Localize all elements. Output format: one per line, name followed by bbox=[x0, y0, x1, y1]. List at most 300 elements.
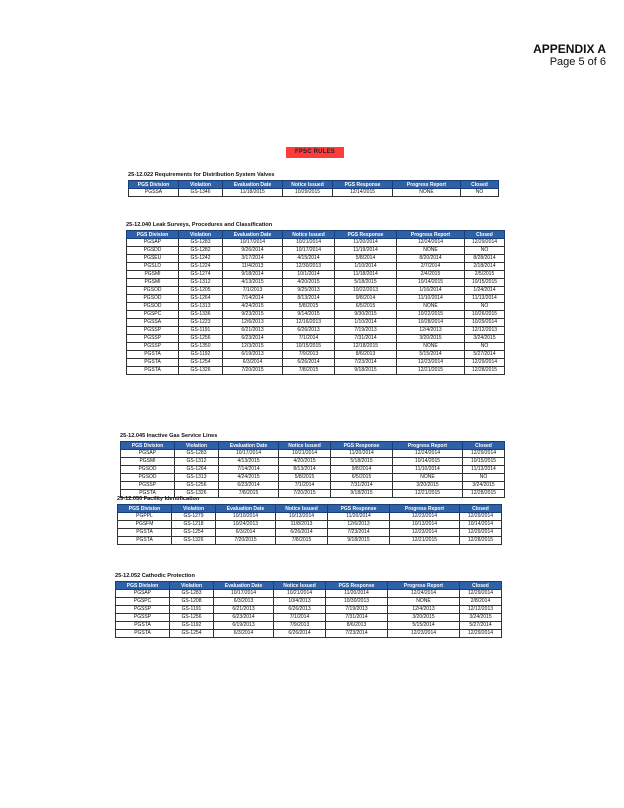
table-row bbox=[127, 319, 505, 327]
cell-evaluation-date: 6/23/2014 bbox=[223, 335, 283, 343]
appendix-header bbox=[533, 42, 606, 69]
cell-notice-issued: 6/26/2014 bbox=[283, 359, 335, 367]
cell-closed: 3/24/2015 bbox=[460, 614, 502, 622]
cell-pgs-response: 7/23/2014 bbox=[328, 529, 390, 537]
cell-pgs-response: 7/23/2014 bbox=[326, 630, 388, 638]
cell-progress-report: 2/7/2014 bbox=[397, 263, 465, 271]
cell-division: PGSSP bbox=[116, 606, 170, 614]
column-header-pgs-response: PGS Response bbox=[328, 505, 390, 513]
cell-notice-issued: 6/26/2014 bbox=[274, 630, 326, 638]
column-header-division: PGS Division bbox=[116, 582, 170, 590]
violations-table bbox=[115, 581, 502, 638]
cell-evaluation-date: 4/24/2015 bbox=[219, 474, 279, 482]
cell-violation: GS-1326 bbox=[172, 537, 216, 545]
cell-notice-issued: 6/26/2014 bbox=[276, 529, 328, 537]
cell-evaluation-date: 10/17/2014 bbox=[219, 450, 279, 458]
cell-pgs-response: 8/6/2013 bbox=[335, 351, 397, 359]
column-header-pgs-response: PGS Response bbox=[331, 442, 393, 450]
cell-progress-report: 12/4/2013 bbox=[388, 606, 460, 614]
cell-closed: 12/28/2015 bbox=[465, 367, 505, 375]
cell-notice-issued: 4/20/2015 bbox=[279, 458, 331, 466]
cell-pgs-response: 9/18/2015 bbox=[331, 490, 393, 498]
cell-pgs-response: 10/22/2013 bbox=[335, 287, 397, 295]
cell-pgs-response: 9/30/2015 bbox=[335, 311, 397, 319]
cell-progress-report: 10/13/2014 bbox=[390, 521, 460, 529]
cell-progress-report: 11/10/2014 bbox=[397, 295, 465, 303]
cell-pgs-response: 7/31/2014 bbox=[331, 482, 393, 490]
cell-closed: 1/24/2014 bbox=[465, 287, 505, 295]
cell-pgs-response: 11/20/2014 bbox=[335, 239, 397, 247]
cell-closed: 12/29/2014 bbox=[465, 239, 505, 247]
cell-evaluation-date: 10/17/2014 bbox=[214, 590, 274, 598]
column-header-notice-issued: Notice Issued bbox=[279, 442, 331, 450]
cell-closed: 8/28/2014 bbox=[465, 255, 505, 263]
table-row bbox=[116, 614, 502, 622]
cell-violation: GS-1218 bbox=[172, 521, 216, 529]
cell-violation: GS-1313 bbox=[179, 303, 223, 311]
cell-pgs-response: 12/14/2015 bbox=[333, 189, 393, 197]
column-header-evaluation-date: Evaluation Date bbox=[223, 231, 283, 239]
cell-progress-report: 12/21/2015 bbox=[397, 367, 465, 375]
column-header-pgs-response: PGS Response bbox=[335, 231, 397, 239]
cell-division: PGSSP bbox=[127, 335, 179, 343]
cell-pgs-response: 11/20/2014 bbox=[328, 513, 390, 521]
column-header-evaluation-date: Evaluation Date bbox=[219, 442, 279, 450]
cell-evaluation-date: 6/19/2013 bbox=[214, 622, 274, 630]
cell-closed: 12/28/2015 bbox=[463, 490, 505, 498]
cell-pgs-response: 10/30/2013 bbox=[326, 598, 388, 606]
cell-violation: GS-1336 bbox=[179, 311, 223, 319]
cell-division: PGSOD bbox=[127, 303, 179, 311]
cell-division: PGSTA bbox=[127, 351, 179, 359]
cell-progress-report: NONE bbox=[397, 303, 465, 311]
cell-notice-issued: 6/26/2013 bbox=[283, 327, 335, 335]
column-header-division: PGS Division bbox=[118, 505, 172, 513]
cell-notice-issued: 10/29/2015 bbox=[283, 189, 333, 197]
cell-closed: 12/12/2013 bbox=[460, 606, 502, 614]
cell-closed: NO bbox=[465, 343, 505, 351]
column-header-division: PGS Division bbox=[129, 181, 179, 189]
cell-violation: GS-1224 bbox=[179, 263, 223, 271]
column-header-violation: Violation bbox=[179, 181, 223, 189]
cell-progress-report: 10/22/2015 bbox=[397, 311, 465, 319]
column-header-evaluation-date: Evaluation Date bbox=[223, 181, 283, 189]
column-header-closed: Closed bbox=[463, 442, 505, 450]
cell-closed: 10/14/2014 bbox=[460, 521, 502, 529]
table-row bbox=[121, 450, 505, 458]
cell-evaluation-date: 9/23/2015 bbox=[223, 311, 283, 319]
cell-division: PGSSA bbox=[127, 319, 179, 327]
section-inactive-service-lines bbox=[120, 433, 505, 498]
cell-violation: GS-1205 bbox=[179, 287, 223, 295]
cell-violation: GS-1283 bbox=[179, 239, 223, 247]
table-header-row bbox=[118, 505, 502, 513]
cell-closed: 12/29/2014 bbox=[463, 450, 505, 458]
column-header-notice-issued: Notice Issued bbox=[283, 181, 333, 189]
cell-closed: 2/8/2014 bbox=[460, 598, 502, 606]
cell-division: PGSFM bbox=[118, 521, 172, 529]
cell-division: PGSMI bbox=[121, 458, 175, 466]
cell-division: PGSLD bbox=[127, 263, 179, 271]
column-header-violation: Violation bbox=[172, 505, 216, 513]
cell-progress-report: NONE bbox=[388, 598, 460, 606]
page-number: Page 5 of 6 bbox=[549, 56, 606, 68]
cell-evaluation-date: 7/14/2014 bbox=[223, 295, 283, 303]
cell-closed: 12/28/2015 bbox=[460, 537, 502, 545]
cell-violation: GS-1326 bbox=[175, 490, 219, 498]
column-header-notice-issued: Notice Issued bbox=[276, 505, 328, 513]
column-header-closed: Closed bbox=[460, 582, 502, 590]
cell-evaluation-date: 10/24/2013 bbox=[216, 521, 276, 529]
cell-notice-issued: 10/21/2014 bbox=[279, 450, 331, 458]
cell-notice-issued: 7/1/2014 bbox=[283, 335, 335, 343]
column-header-closed: Closed bbox=[460, 505, 502, 513]
cell-pgs-response: 5/18/2015 bbox=[331, 458, 393, 466]
cell-pgs-response: 7/23/2014 bbox=[335, 359, 397, 367]
cell-progress-report: 3/20/2015 bbox=[393, 482, 463, 490]
table-row bbox=[116, 598, 502, 606]
cell-pgs-response: 9/18/2015 bbox=[335, 367, 397, 375]
cell-evaluation-date: 11/18/2015 bbox=[223, 189, 283, 197]
cell-closed: NO bbox=[463, 474, 505, 482]
cell-evaluation-date: 6/19/2013 bbox=[223, 351, 283, 359]
cell-division: PGSAP bbox=[127, 239, 179, 247]
cell-pgs-response: 11/20/2014 bbox=[326, 590, 388, 598]
table-row bbox=[121, 474, 505, 482]
table-row bbox=[118, 537, 502, 545]
table-row bbox=[127, 327, 505, 335]
table-row bbox=[116, 630, 502, 638]
cell-division: PGSDD bbox=[127, 247, 179, 255]
cell-division: PGSOD bbox=[121, 474, 175, 482]
section-facility-identification bbox=[117, 496, 502, 545]
cell-evaluation-date: 4/24/2015 bbox=[223, 303, 283, 311]
cell-division: PGSOD bbox=[127, 295, 179, 303]
cell-pgs-response: 7/31/2014 bbox=[326, 614, 388, 622]
cell-evaluation-date: 6/23/2014 bbox=[219, 482, 279, 490]
cell-closed: 5/27/2014 bbox=[460, 622, 502, 630]
cell-progress-report: 12/24/2014 bbox=[393, 450, 463, 458]
cell-violation: GS-1274 bbox=[179, 271, 223, 279]
table-row bbox=[127, 367, 505, 375]
cell-progress-report: NONE bbox=[397, 343, 465, 351]
violations-table bbox=[120, 441, 505, 498]
cell-division: PGSAP bbox=[116, 590, 170, 598]
column-header-division: PGS Division bbox=[121, 442, 175, 450]
cell-notice-issued: 4/20/2015 bbox=[283, 279, 335, 287]
cell-evaluation-date: 6/3/2014 bbox=[214, 630, 274, 638]
column-header-notice-issued: Notice Issued bbox=[283, 231, 335, 239]
cell-closed: NO bbox=[465, 247, 505, 255]
cell-evaluation-date: 6/23/2014 bbox=[214, 614, 274, 622]
cell-progress-report: 5/15/2014 bbox=[388, 622, 460, 630]
cell-division: PGSTA bbox=[127, 367, 179, 375]
cell-notice-issued: 5/8/2015 bbox=[279, 474, 331, 482]
table-row bbox=[116, 622, 502, 630]
cell-progress-report: 10/14/2015 bbox=[393, 458, 463, 466]
cell-violation: GS-1264 bbox=[175, 466, 219, 474]
cell-division: PGSTA bbox=[127, 359, 179, 367]
cell-progress-report: NONE bbox=[397, 247, 465, 255]
cell-closed: 12/29/2014 bbox=[460, 590, 502, 598]
column-header-violation: Violation bbox=[175, 442, 219, 450]
cell-violation: GS-1192 bbox=[170, 622, 214, 630]
cell-pgs-response: 1/10/2014 bbox=[335, 263, 397, 271]
cell-violation: GS-1283 bbox=[170, 590, 214, 598]
cell-violation: GS-1191 bbox=[170, 606, 214, 614]
cell-division: PGSSP bbox=[127, 327, 179, 335]
cell-closed: 10/15/2015 bbox=[465, 279, 505, 287]
table-row bbox=[116, 590, 502, 598]
cell-notice-issued: 10/21/2014 bbox=[274, 590, 326, 598]
cell-pgs-response: 9/8/2014 bbox=[335, 295, 397, 303]
cell-closed: 10/15/2015 bbox=[463, 458, 505, 466]
violations-table bbox=[128, 180, 499, 197]
cell-violation: GS-1256 bbox=[179, 335, 223, 343]
cell-pgs-response: 7/19/2013 bbox=[326, 606, 388, 614]
cell-closed: 12/29/2014 bbox=[465, 359, 505, 367]
cell-division: PGSMI bbox=[127, 279, 179, 287]
cell-pgs-response: 7/19/2013 bbox=[335, 327, 397, 335]
table-row bbox=[121, 458, 505, 466]
cell-progress-report: NONE bbox=[393, 189, 461, 197]
cell-closed: 12/29/2014 bbox=[460, 630, 502, 638]
cell-progress-report: 10/28/2014 bbox=[397, 319, 465, 327]
cell-notice-issued: 5/8/2015 bbox=[283, 303, 335, 311]
section-title: 25-12.022 Requirements for Distribution System Valves bbox=[128, 172, 275, 178]
cell-division: PGSOD bbox=[127, 287, 179, 295]
cell-evaluation-date: 7/20/2015 bbox=[216, 537, 276, 545]
cell-evaluation-date: 4/13/2015 bbox=[219, 458, 279, 466]
table-row bbox=[127, 239, 505, 247]
column-header-closed: Closed bbox=[465, 231, 505, 239]
table-row bbox=[127, 255, 505, 263]
table-row bbox=[127, 351, 505, 359]
section-valves bbox=[128, 172, 499, 197]
cell-pgs-response: 11/18/2014 bbox=[335, 271, 397, 279]
table-row bbox=[127, 279, 505, 287]
table-row bbox=[129, 189, 499, 197]
cell-violation: GS-1256 bbox=[175, 482, 219, 490]
cell-division: PGSPC bbox=[127, 311, 179, 319]
cell-progress-report: 12/23/2014 bbox=[388, 630, 460, 638]
cell-closed: 12/12/2013 bbox=[465, 327, 505, 335]
cell-violation: GS-1312 bbox=[179, 279, 223, 287]
cell-division: PGSTA bbox=[118, 529, 172, 537]
cell-pgs-response: 6/5/2015 bbox=[331, 474, 393, 482]
cell-notice-issued: 12/30/2013 bbox=[283, 263, 335, 271]
cell-closed: 10/26/2015 bbox=[465, 311, 505, 319]
table-row bbox=[118, 513, 502, 521]
table-row bbox=[121, 466, 505, 474]
cell-closed: NO bbox=[461, 189, 499, 197]
table-row bbox=[127, 295, 505, 303]
cell-division: PGSSP bbox=[127, 343, 179, 351]
cell-progress-report: 12/4/2013 bbox=[397, 327, 465, 335]
section-title: 25-12.045 Inactive Gas Service Lines bbox=[120, 433, 218, 439]
column-header-progress-report: Progress Report bbox=[393, 181, 461, 189]
cell-closed: NO bbox=[465, 303, 505, 311]
cell-pgs-response: 8/6/2013 bbox=[326, 622, 388, 630]
cell-closed: 12/29/2014 bbox=[460, 529, 502, 537]
cell-progress-report: 12/21/2015 bbox=[393, 490, 463, 498]
cell-pgs-response: 7/31/2014 bbox=[335, 335, 397, 343]
section-leak-surveys bbox=[126, 222, 505, 375]
cell-violation: GS-1223 bbox=[179, 319, 223, 327]
appendix-title: APPENDIX A bbox=[533, 42, 606, 56]
cell-division: PGSSP bbox=[116, 614, 170, 622]
violations-table bbox=[117, 504, 502, 545]
table-header-row bbox=[121, 442, 505, 450]
cell-notice-issued: 8/13/2014 bbox=[279, 466, 331, 474]
cell-violation: GS-1350 bbox=[179, 343, 223, 351]
cell-progress-report: 2/4/2015 bbox=[397, 271, 465, 279]
table-row bbox=[118, 521, 502, 529]
cell-pgs-response: 1/10/2014 bbox=[335, 319, 397, 327]
cell-notice-issued: 7/9/2013 bbox=[274, 622, 326, 630]
cell-notice-issued: 4/15/2014 bbox=[283, 255, 335, 263]
cell-evaluation-date: 3/17/2014 bbox=[223, 255, 283, 263]
cell-notice-issued: 7/8/2015 bbox=[283, 367, 335, 375]
cell-progress-report: 3/20/2015 bbox=[388, 614, 460, 622]
cell-pgs-response: 5/18/2015 bbox=[335, 279, 397, 287]
cell-closed: 2/18/2014 bbox=[465, 263, 505, 271]
cell-progress-report: NONE bbox=[393, 474, 463, 482]
cell-pgs-response: 11/19/2014 bbox=[335, 247, 397, 255]
cell-violation: GS-1192 bbox=[179, 351, 223, 359]
table-row bbox=[121, 482, 505, 490]
column-header-evaluation-date: Evaluation Date bbox=[214, 582, 274, 590]
cell-progress-report: 12/23/2014 bbox=[390, 513, 460, 521]
cell-progress-report: 12/23/2014 bbox=[397, 359, 465, 367]
cell-violation: GS-1242 bbox=[179, 255, 223, 263]
table-row bbox=[127, 271, 505, 279]
cell-progress-report: 1/16/2014 bbox=[397, 287, 465, 295]
cell-division: PGSPC bbox=[116, 598, 170, 606]
column-header-violation: Violation bbox=[170, 582, 214, 590]
cell-evaluation-date: 12/6/2013 bbox=[223, 319, 283, 327]
cell-pgs-response: 9/18/2015 bbox=[328, 537, 390, 545]
cell-notice-issued: 7/9/2013 bbox=[283, 351, 335, 359]
cell-division: PGSOD bbox=[121, 466, 175, 474]
cell-evaluation-date: 6/3/2013 bbox=[214, 598, 274, 606]
fpsc-rules-banner: FPSC RULES bbox=[286, 147, 344, 158]
cell-evaluation-date: 9/26/2014 bbox=[223, 247, 283, 255]
cell-evaluation-date: 9/18/2014 bbox=[223, 271, 283, 279]
column-header-pgs-response: PGS Response bbox=[326, 582, 388, 590]
cell-division: PGSTA bbox=[118, 537, 172, 545]
violations-table bbox=[126, 230, 505, 375]
column-header-progress-report: Progress Report bbox=[388, 582, 460, 590]
cell-progress-report: 12/24/2014 bbox=[388, 590, 460, 598]
table-row bbox=[127, 263, 505, 271]
cell-closed: 3/24/2015 bbox=[463, 482, 505, 490]
cell-closed: 11/13/2014 bbox=[463, 466, 505, 474]
section-title: 25-12.052 Cathodic Protection bbox=[115, 573, 195, 579]
table-header-row bbox=[127, 231, 505, 239]
column-header-pgs-response: PGS Response bbox=[333, 181, 393, 189]
cell-pgs-response: 12/6/2013 bbox=[328, 521, 390, 529]
cell-evaluation-date: 6/21/2013 bbox=[214, 606, 274, 614]
cell-notice-issued: 10/1/2014 bbox=[283, 271, 335, 279]
cell-notice-issued: 8/13/2014 bbox=[283, 295, 335, 303]
cell-evaluation-date: 10/17/2014 bbox=[223, 239, 283, 247]
cell-evaluation-date: 6/3/2014 bbox=[223, 359, 283, 367]
cell-division: PGSSA bbox=[129, 189, 179, 197]
cell-notice-issued: 9/25/2013 bbox=[283, 287, 335, 295]
section-cathodic-protection bbox=[115, 573, 502, 638]
cell-progress-report: 12/21/2015 bbox=[390, 537, 460, 545]
cell-pgs-response: 12/18/2015 bbox=[335, 343, 397, 351]
cell-pgs-response: 5/8/2014 bbox=[335, 255, 397, 263]
cell-notice-issued: 10/13/2014 bbox=[276, 513, 328, 521]
cell-violation: GS-1208 bbox=[170, 598, 214, 606]
column-header-division: PGS Division bbox=[127, 231, 179, 239]
column-header-evaluation-date: Evaluation Date bbox=[216, 505, 276, 513]
table-row bbox=[127, 247, 505, 255]
cell-violation: GS-1283 bbox=[175, 450, 219, 458]
column-header-violation: Violation bbox=[179, 231, 223, 239]
cell-evaluation-date: 6/3/2014 bbox=[216, 529, 276, 537]
section-title: 25-12.040 Leak Surveys, Procedures and Classification bbox=[126, 222, 273, 228]
cell-progress-report: 10/14/2015 bbox=[397, 279, 465, 287]
column-header-progress-report: Progress Report bbox=[397, 231, 465, 239]
table-row bbox=[127, 343, 505, 351]
cell-violation: GS-1279 bbox=[172, 513, 216, 521]
cell-evaluation-date: 10/10/2014 bbox=[216, 513, 276, 521]
cell-closed: 3/24/2015 bbox=[465, 335, 505, 343]
cell-violation: GS-1256 bbox=[170, 614, 214, 622]
cell-progress-report: 5/15/2014 bbox=[397, 351, 465, 359]
cell-violation: GS-1254 bbox=[179, 359, 223, 367]
cell-progress-report: 12/24/2014 bbox=[397, 239, 465, 247]
table-row bbox=[127, 311, 505, 319]
cell-notice-issued: 9/14/2015 bbox=[283, 311, 335, 319]
cell-pgs-response: 11/20/2014 bbox=[331, 450, 393, 458]
cell-division: PGSAP bbox=[121, 450, 175, 458]
cell-closed: 2/5/2015 bbox=[465, 271, 505, 279]
cell-closed: 10/29/2014 bbox=[465, 319, 505, 327]
column-header-progress-report: Progress Report bbox=[390, 505, 460, 513]
cell-evaluation-date: 7/20/2015 bbox=[223, 367, 283, 375]
cell-violation: GS-1312 bbox=[175, 458, 219, 466]
table-header-row bbox=[129, 181, 499, 189]
cell-closed: 11/13/2014 bbox=[465, 295, 505, 303]
cell-division: PGSMI bbox=[127, 271, 179, 279]
cell-pgs-response: 6/5/2015 bbox=[335, 303, 397, 311]
cell-progress-report: 11/10/2014 bbox=[393, 466, 463, 474]
cell-division: PGSEU bbox=[127, 255, 179, 263]
cell-notice-issued: 11/8/2013 bbox=[276, 521, 328, 529]
cell-notice-issued: 6/26/2013 bbox=[274, 606, 326, 614]
cell-evaluation-date: 4/13/2015 bbox=[223, 279, 283, 287]
cell-evaluation-date: 7/14/2014 bbox=[219, 466, 279, 474]
cell-pgs-response: 9/8/2014 bbox=[331, 466, 393, 474]
cell-violation: GS-1254 bbox=[172, 529, 216, 537]
cell-notice-issued: 10/21/2014 bbox=[283, 239, 335, 247]
cell-closed: 5/27/2014 bbox=[465, 351, 505, 359]
table-row bbox=[127, 359, 505, 367]
cell-notice-issued: 7/8/2015 bbox=[276, 537, 328, 545]
column-header-progress-report: Progress Report bbox=[393, 442, 463, 450]
cell-division: PGSTA bbox=[121, 490, 175, 498]
cell-notice-issued: 7/20/2015 bbox=[279, 490, 331, 498]
cell-evaluation-date: 6/21/2013 bbox=[223, 327, 283, 335]
table-row bbox=[127, 335, 505, 343]
section-title: 25-12.050 Facility Identification bbox=[117, 496, 200, 502]
cell-notice-issued: 12/16/2013 bbox=[283, 319, 335, 327]
cell-notice-issued: 7/1/2014 bbox=[279, 482, 331, 490]
